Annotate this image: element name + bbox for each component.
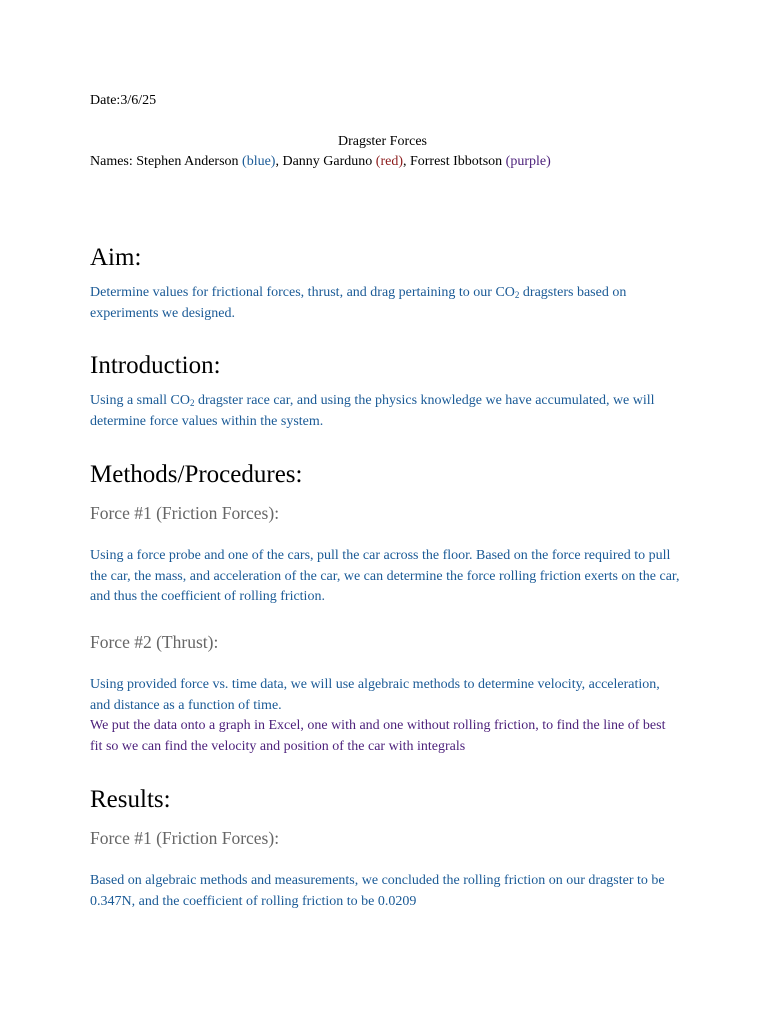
methods-force-2-heading: Force #2 (Thrust): <box>90 632 219 652</box>
aim-subscript: 2 <box>514 290 520 300</box>
introduction-heading: Introduction: <box>90 352 221 379</box>
aim-heading: Aim: <box>90 244 142 271</box>
person-2-name: Danny Garduno <box>282 154 373 169</box>
introduction-text-part-2: dragster race car, and using the physics knowledge we have accumulated, we will determine force values within the system. <box>90 393 655 429</box>
introduction-text-part-1: Using a small CO <box>90 393 190 408</box>
methods-force-1-heading: Force #1 (Friction Forces): <box>90 503 280 523</box>
methods-force-1-text: Using a force probe and one of the cars, pull the car across the floor. Based on the force required to pull the car, the mass, and acceleration of the car, we can determine the force rolling friction exerts on the car, and thus the coefficient of rolling friction. <box>90 548 680 605</box>
person-3-color: (purple) <box>505 154 551 169</box>
document-title: Dragster Forces <box>337 134 428 149</box>
results-heading: Results: <box>90 786 171 813</box>
aim-text <box>90 283 680 324</box>
person-1-color: (blue) <box>242 154 276 169</box>
methods-force-2-text-blue: Using provided force vs. time data, we will use algebraic methods to determine velocity, acceleration, and distance as a function of time. <box>90 677 660 713</box>
names-prefix: Names: <box>90 154 137 169</box>
aim-text-part-1: Determine values for frictional forces, thrust, and drag pertaining to our CO <box>90 285 515 300</box>
person-1-name: Stephen Anderson <box>136 154 239 169</box>
person-3-name: Forrest Ibbotson <box>409 154 503 169</box>
methods-heading: Methods/Procedures: <box>90 461 303 488</box>
results-force-1-heading: Force #1 (Friction Forces): <box>90 828 280 848</box>
results-force-1-text: Based on algebraic methods and measurements, we concluded the rolling friction on our dragster to be 0.347N, and the coefficient of rolling friction to be 0.0209 <box>90 873 665 909</box>
methods-force-2-text <box>90 675 680 757</box>
aim-text-part-2: dragsters based on experiments we designed. <box>90 285 627 321</box>
methods-force-2-text-purple: We put the data onto a graph in Excel, one with and one without rolling friction, to find the line of best fit so we can find the velocity and position of the car with integrals <box>90 718 666 754</box>
person-2-color: (red) <box>375 154 403 169</box>
introduction-subscript: 2 <box>189 398 195 408</box>
names-separator-2: , <box>402 154 410 169</box>
introduction-text <box>90 391 680 432</box>
names-line <box>90 154 551 170</box>
names-separator-1: , <box>275 154 283 169</box>
date-line: Date:3/6/25 <box>90 93 157 108</box>
